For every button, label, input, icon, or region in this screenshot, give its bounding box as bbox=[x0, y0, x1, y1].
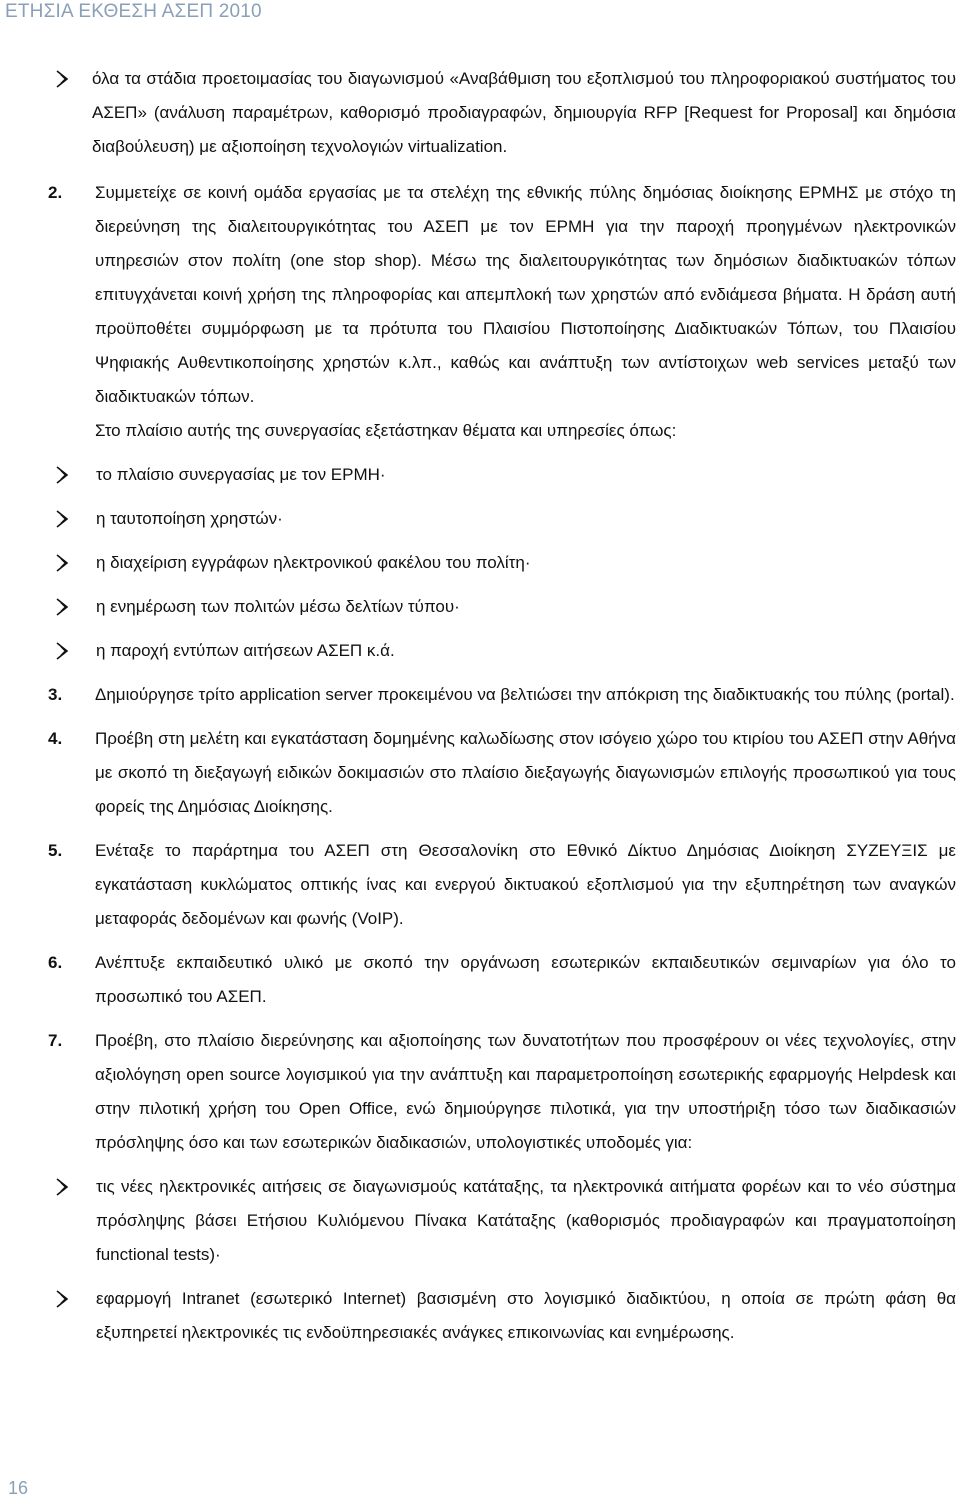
sub-bullet bbox=[48, 634, 956, 668]
item-number: 5. bbox=[48, 841, 63, 860]
item-text: Ανέπτυξε εκπαιδευτικό υλικό με σκοπό την οργάνωση εσωτερικών εκπαιδευτικών σεμιναρίων για όλο το προσωπικό του ΑΣΕΠ. bbox=[95, 953, 956, 1006]
arrow-bullet-icon bbox=[54, 458, 72, 492]
arrow-bullet-icon bbox=[54, 1170, 72, 1204]
sub-bullet-text: τις νέες ηλεκτρονικές αιτήσεις σε διαγωνισμούς κατάταξης, τα ηλεκτρονικά αιτήματα φορέων και το νέο σύστημα πρόσληψης βάσει Ετήσιου Κυλιόμενου Πίνακα Κατάταξης (καθορισμός προδιαγραφών και πραγματοποίηση functional tests)· bbox=[96, 1177, 956, 1264]
sub-bullet-text: η ενημέρωση των πολιτών μέσω δελτίων τύπου· bbox=[96, 597, 460, 616]
sub-bullet-text: η παροχή εντύπων αιτήσεων ΑΣΕΠ κ.ά. bbox=[96, 641, 395, 660]
item-text: Προέβη στη μελέτη και εγκατάσταση δομημένης καλωδίωσης στον ισόγειο χώρο του κτιρίου του ΑΣΕΠ στην Αθήνα με σκοπό τη διεξαγωγή ειδικών δοκιμασιών στο πλαίσιο διεξαγωγής διαγωνισμών επιλογής προσωπικού για τους φορείς της Δημόσιας Διοίκησης. bbox=[95, 729, 956, 816]
sub-bullet-text: η ταυτοποίηση χρηστών· bbox=[96, 509, 283, 528]
list-item-2 bbox=[48, 176, 956, 414]
item-text: Συμμετείχε σε κοινή ομάδα εργασίας με τα στελέχη της εθνικής πύλης δημόσιας διοίκησης ΕΡΜΗΣ με στόχο τη διερεύνηση της διαλειτουργικότητας του ΑΣΕΠ με τον ΕΡΜΗ για την παροχή προηγμένων ηλεκτρονικών υπηρεσιών στον πολίτη (one stop shop). Μέσω της διαλειτουργικότητας των δημόσιων διαδικτυακών τόπων επιτυγχάνεται κοινή χρήση της πληροφορίας και απεμπλοκή των χρηστών από ενδιάμεσα βήματα. Η δράση αυτή προϋποθέτει συμμόρφωση με τα πρότυπα του Πλαισίου Πιστοποίησης Διαδικτυακών Τόπων, του Πλαισίου Ψηφιακής Αυθεντικοποίησης χρηστών κ.λπ., καθώς και ανάπτυξη των αντίστοιχων web services μεταξύ των διαδικτυακών τόπων. bbox=[95, 183, 956, 406]
list-item-6 bbox=[48, 946, 956, 1014]
arrow-bullet-icon bbox=[54, 634, 72, 668]
item-number: 2. bbox=[48, 183, 63, 202]
intro-bullet-text: όλα τα στάδια προετοιμασίας του διαγωνισμού «Αναβάθμιση του εξοπλισμού του πληροφοριακού συστήματος του ΑΣΕΠ» (ανάλυση παραμέτρων, καθορισμό προδιαγραφών, δημιουργία RFP [Request for Proposal] και δημόσια διαβούλευση) με αξιοποίηση τεχνολογιών virtualization. bbox=[92, 69, 956, 156]
document-body bbox=[48, 62, 956, 1350]
sub-bullet-text: εφαρμογή Intranet (εσωτερικό Internet) βασισμένη στο λογισμικό διαδικτύου, η οποία σε πρώτη φάση θα εξυπηρετεί ηλεκτρονικές τις ενδοϋπηρεσιακές ανάγκες επικοινωνίας και ενημέρωσης. bbox=[96, 1289, 956, 1342]
sub-bullet bbox=[48, 1282, 956, 1350]
page-number: 16 bbox=[8, 1478, 29, 1498]
sub-bullet bbox=[48, 590, 956, 624]
sub-bullet bbox=[48, 546, 956, 580]
sub-bullet-text: η διαχείριση εγγράφων ηλεκτρονικού φακέλου του πολίτη· bbox=[96, 553, 531, 572]
arrow-bullet-icon bbox=[54, 502, 72, 536]
arrow-bullet-icon bbox=[54, 590, 72, 624]
item-number: 4. bbox=[48, 729, 63, 748]
arrow-bullet-icon bbox=[54, 62, 72, 96]
sub-bullet bbox=[48, 1170, 956, 1272]
sub-bullet bbox=[48, 458, 956, 492]
item-text: Δημιούργησε τρίτο application server προκειμένου να βελτιώσει την απόκριση της διαδικτυακής του πύλης (portal). bbox=[95, 685, 955, 704]
sub-bullet bbox=[48, 502, 956, 536]
item-number: 6. bbox=[48, 953, 63, 972]
item-number: 7. bbox=[48, 1031, 63, 1050]
list-item-7 bbox=[48, 1024, 956, 1160]
list-item-3 bbox=[48, 678, 956, 712]
sub-bullet-text: το πλαίσιο συνεργασίας με τον ΕΡΜΗ· bbox=[96, 465, 386, 484]
item-text: Ενέταξε το παράρτημα του ΑΣΕΠ στη Θεσσαλονίκη στο Εθνικό Δίκτυο Δημόσιας Διοίκηση ΣΥΖΕΥΞΙΣ με εγκατάσταση κυκλώματος οπτικής ίνας και ενεργού δικτυακού εξοπλισμού για την εξυπηρέτηση των αναγκών μεταφοράς δεδομένων και φωνής (VoIP). bbox=[95, 841, 956, 928]
item-text: Προέβη, στο πλαίσιο διερεύνησης και αξιοποίησης των δυνατοτήτων που προσφέρουν οι νέες τεχνολογίες, στην αξιολόγηση open source λογισμικού για την ανάπτυξη και παραμετροποίηση εσωτερικής εφαρμογής Helpdesk και στην πιλοτική χρήση του Open Office, ενώ δημιούργησε πιλοτικά, για την υποστήριξη τόσο των διαδικασιών πρόσληψης όσο και των εσωτερικών διαδικασιών, υπολογιστικές υποδομές για: bbox=[95, 1031, 956, 1152]
arrow-bullet-icon bbox=[54, 1282, 72, 1316]
item-2-followup: Στο πλαίσιο αυτής της συνεργασίας εξετάστηκαν θέματα και υπηρεσίες όπως: bbox=[95, 421, 677, 440]
list-item-4 bbox=[48, 722, 956, 824]
list-item-5 bbox=[48, 834, 956, 936]
arrow-bullet-icon bbox=[54, 546, 72, 580]
intro-bullet bbox=[48, 62, 956, 164]
item-number: 3. bbox=[48, 685, 63, 704]
running-header: ΕΤΗΣΙΑ ΕΚΘΕΣΗ ΑΣΕΠ 2010 bbox=[5, 1, 262, 22]
